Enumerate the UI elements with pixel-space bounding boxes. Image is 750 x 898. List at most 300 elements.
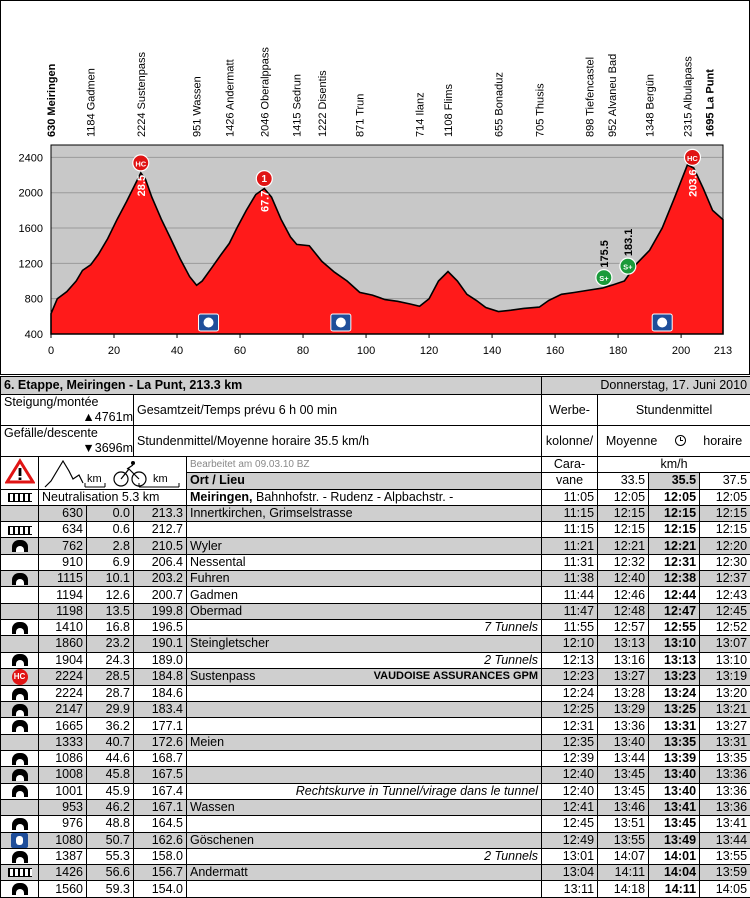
time-slow: 12:48	[598, 603, 649, 619]
place-cell	[187, 489, 542, 505]
town-label: 1415 Sedrun	[292, 74, 304, 137]
feed-zone-icon-inner	[657, 318, 667, 328]
time-mid: 13:31	[649, 718, 700, 734]
time-slow: 12:05	[598, 489, 649, 505]
km-done-cell: 48.8	[87, 816, 134, 832]
stage-title-row	[1, 377, 750, 395]
time-fast: 13:31	[700, 734, 750, 750]
climb-row	[1, 395, 750, 426]
town-label: 1426 Andermatt	[224, 59, 236, 137]
time-fast: 13:21	[700, 702, 750, 718]
altitude-cell: 1333	[39, 734, 87, 750]
place-cell	[187, 636, 542, 652]
km-done-cell: 28.7	[87, 685, 134, 701]
time-slow: 13:13	[598, 636, 649, 652]
caravan-time: 13:01	[542, 848, 598, 864]
place-detail: Bahnhofstr. - Rudenz - Alpbachstr. -	[253, 490, 454, 504]
caravan-time: 11:38	[542, 571, 598, 587]
row-icon-cell	[1, 718, 39, 734]
time-mid: 14:04	[649, 865, 700, 881]
time-mid: 13:40	[649, 783, 700, 799]
tunnel-icon	[12, 818, 28, 830]
km-remaining-cell: 167.4	[134, 783, 187, 799]
table-row	[1, 767, 750, 783]
place-cell	[187, 718, 542, 734]
werbe-3: Cara-	[542, 457, 598, 473]
row-icon-cell	[1, 603, 39, 619]
km-remaining-cell: 164.5	[134, 816, 187, 832]
time-mid: 14:01	[649, 848, 700, 864]
place-name: Göschenen	[190, 833, 254, 847]
altitude-cell: 1115	[39, 571, 87, 587]
caravan-time: 12:25	[542, 702, 598, 718]
caravan-time: 12:31	[542, 718, 598, 734]
row-icon-cell	[1, 881, 39, 897]
place-cell	[187, 652, 542, 668]
werbe-2: kolonne/	[542, 426, 598, 457]
km-done-cell: 29.9	[87, 702, 134, 718]
table-row	[1, 702, 750, 718]
speed-1: 33.5	[598, 473, 649, 489]
km-remaining-cell: 184.6	[134, 685, 187, 701]
time-mid: 12:55	[649, 619, 700, 635]
caravan-time: 12:39	[542, 751, 598, 767]
altitude-cell: 1008	[39, 767, 87, 783]
tunnel-icon	[12, 753, 28, 765]
tunnel-icon	[12, 573, 28, 585]
place-name: Nessental	[190, 555, 246, 569]
row-icon-cell	[1, 702, 39, 718]
place-name: Gadmen	[190, 588, 238, 602]
row-icon-cell	[1, 636, 39, 652]
row-icon-cell	[1, 832, 39, 848]
table-row	[1, 571, 750, 587]
km-done-cell: 2.8	[87, 538, 134, 554]
time-fast: 13:27	[700, 718, 750, 734]
place-cell	[187, 603, 542, 619]
hc-climb-icon: HC	[12, 669, 28, 685]
tunnel-icon	[12, 851, 28, 863]
row-icon-cell	[1, 554, 39, 570]
km-done-cell: 12.6	[87, 587, 134, 603]
altitude-cell: 1387	[39, 848, 87, 864]
km-done-cell: 50.7	[87, 832, 134, 848]
place-cell	[187, 751, 542, 767]
caravan-time: 12:35	[542, 734, 598, 750]
row-icon-cell	[1, 783, 39, 799]
town-label: 2046 Oberalppass	[259, 47, 271, 137]
place-name: Andermatt	[190, 865, 248, 879]
altitude-cell: 1665	[39, 718, 87, 734]
km-done-cell: 45.8	[87, 767, 134, 783]
time-mid: 12:21	[649, 538, 700, 554]
table-row	[1, 619, 750, 635]
caravan-time: 12:24	[542, 685, 598, 701]
town-label: 2224 Sustenpass	[136, 51, 148, 137]
time-mid: 13:41	[649, 799, 700, 815]
time-slow: 12:15	[598, 505, 649, 521]
km-remaining-cell: 167.5	[134, 767, 187, 783]
caravan-time: 13:11	[542, 881, 598, 897]
km-done-cell: 23.2	[87, 636, 134, 652]
time-fast: 12:37	[700, 571, 750, 587]
time-fast: 13:36	[700, 783, 750, 799]
time-fast: 13:07	[700, 636, 750, 652]
time-fast: 12:43	[700, 587, 750, 603]
y-tick-label: 1600	[19, 223, 43, 235]
stage-title: 6. Etappe, Meiringen - La Punt, 213.3 km	[1, 377, 542, 395]
time-slow: 14:18	[598, 881, 649, 897]
time-slow: 13:46	[598, 799, 649, 815]
table-row	[1, 505, 750, 521]
time-mid: 13:13	[649, 652, 700, 668]
altitude-cell: 1904	[39, 652, 87, 668]
place-cell	[187, 538, 542, 554]
table-row	[1, 587, 750, 603]
caravan-time: 12:23	[542, 668, 598, 685]
altitude-cell: 1080	[39, 832, 87, 848]
table-row	[1, 636, 750, 652]
km-done-cell: 6.9	[87, 554, 134, 570]
table-row	[1, 865, 750, 881]
km-done-cell: 28.5	[87, 668, 134, 685]
level-crossing-icon	[8, 526, 32, 535]
table-row	[1, 734, 750, 750]
row-icon-cell	[1, 522, 39, 538]
climb-marker-label: 1	[262, 174, 268, 185]
altitude-cell: 634	[39, 522, 87, 538]
place-cell	[187, 783, 542, 799]
km-done-cell: 55.3	[87, 848, 134, 864]
profile-svg	[1, 1, 750, 376]
place-name: Wyler	[190, 539, 222, 553]
town-label: 898 Tiefencastel	[585, 57, 597, 137]
climb-km-label: 67.7	[259, 191, 271, 212]
place-cell	[187, 881, 542, 897]
x-tick-label: 0	[48, 345, 54, 357]
town-label: 705 Thusis	[534, 83, 546, 137]
table-row	[1, 848, 750, 864]
speed-label: Stundenmittel/Moyenne horaire 35.5 km/h	[134, 426, 542, 457]
table-row	[1, 881, 750, 897]
km-remaining-cell: 196.5	[134, 619, 187, 635]
time-label: Gesamtzeit/Temps prévu 6 h 00 min	[134, 395, 542, 426]
town-label: 1108 Flims	[443, 84, 455, 137]
km-done-cell: 40.7	[87, 734, 134, 750]
time-slow: 14:07	[598, 848, 649, 864]
time-mid: 13:40	[649, 767, 700, 783]
time-mid: 12:15	[649, 505, 700, 521]
row-icon-cell	[1, 489, 39, 505]
tunnel-icon	[12, 540, 28, 552]
horaire-label: horaire	[703, 434, 742, 448]
time-mid: 12:38	[649, 571, 700, 587]
altitude-cell: 630	[39, 505, 87, 521]
time-fast: 12:45	[700, 603, 750, 619]
x-tick-label: 180	[609, 345, 627, 357]
x-tick-label: 200	[672, 345, 690, 357]
place-cell	[187, 702, 542, 718]
town-label: 1222 Disentis	[317, 70, 329, 137]
time-fast: 12:15	[700, 522, 750, 538]
row-icon-cell	[1, 734, 39, 750]
time-fast: 13:36	[700, 767, 750, 783]
speed-2: 35.5	[649, 473, 700, 489]
time-slow: 13:45	[598, 767, 649, 783]
km-done-cell: 13.5	[87, 603, 134, 619]
time-mid: 12:47	[649, 603, 700, 619]
altitude-cell: 1560	[39, 881, 87, 897]
time-mid: 12:05	[649, 489, 700, 505]
time-mid: 12:31	[649, 554, 700, 570]
time-fast: 12:52	[700, 619, 750, 635]
town-label: 1348 Bergün	[645, 74, 657, 137]
km-done-cell: 24.3	[87, 652, 134, 668]
werbe-4: vane	[542, 473, 598, 489]
time-slow: 12:46	[598, 587, 649, 603]
x-tick-label: 140	[483, 345, 501, 357]
table-row	[1, 538, 750, 554]
km-remaining-cell: 172.6	[134, 734, 187, 750]
time-mid: 13:25	[649, 702, 700, 718]
row-icon-cell	[1, 538, 39, 554]
descent-row	[1, 426, 750, 457]
km-remaining-cell: 183.4	[134, 702, 187, 718]
caravan-time: 11:05	[542, 489, 598, 505]
altitude-cell: 2224	[39, 668, 87, 685]
town-label: 952 Alvaneu Bad	[607, 54, 619, 137]
time-mid: 12:44	[649, 587, 700, 603]
tunnel-icon	[12, 785, 28, 797]
km-remaining-cell: 213.3	[134, 505, 187, 521]
row-note: VAUDOISE ASSURANCES GPM	[374, 669, 538, 684]
time-fast: 13:35	[700, 751, 750, 767]
town-label: 655 Bonaduz	[493, 72, 505, 137]
time-fast: 13:20	[700, 685, 750, 701]
town-label: 2315 Albulapass	[682, 56, 694, 137]
x-tick-label: 100	[357, 345, 375, 357]
place-cell	[187, 587, 542, 603]
time-mid: 12:15	[649, 522, 700, 538]
altitude-cell: 1086	[39, 751, 87, 767]
climb-km-label: 183.1	[623, 229, 635, 257]
caravan-time: 12:10	[542, 636, 598, 652]
descent-label: Gefälle/descente	[4, 426, 98, 440]
tunnel-icon	[12, 688, 28, 700]
caravan-time: 12:45	[542, 816, 598, 832]
tunnel-icon	[12, 720, 28, 732]
row-note: 2 Tunnels	[484, 849, 538, 864]
x-tick-label: 160	[546, 345, 564, 357]
town-label: 871 Trun	[355, 94, 367, 137]
time-fast: 12:15	[700, 505, 750, 521]
climb-label: Steigung/montée	[4, 395, 99, 409]
speed-3: 37.5	[700, 473, 750, 489]
time-fast: 12:05	[700, 489, 750, 505]
time-fast: 13:10	[700, 652, 750, 668]
caravan-time: 11:15	[542, 522, 598, 538]
x-tick-label: 60	[234, 345, 246, 357]
warning-icon	[1, 457, 39, 490]
stage-table	[0, 376, 750, 898]
altitude-cell: 1194	[39, 587, 87, 603]
place-name: Wassen	[190, 800, 235, 814]
km-done-cell: 0.0	[87, 505, 134, 521]
tunnel-icon	[12, 622, 28, 634]
altitude-cell: 1198	[39, 603, 87, 619]
row-icon-cell	[1, 652, 39, 668]
table-row	[1, 603, 750, 619]
place-name: Sustenpass	[190, 669, 255, 683]
altitude-cell: 1860	[39, 636, 87, 652]
km-done-cell: 36.2	[87, 718, 134, 734]
row-icon-cell	[1, 767, 39, 783]
place-name: Innertkirchen, Grimselstrasse	[190, 506, 353, 520]
werbe-1: Werbe-	[542, 395, 598, 426]
tunnel-icon	[12, 654, 28, 666]
km-remaining-cell: 154.0	[134, 881, 187, 897]
caravan-time: 12:49	[542, 832, 598, 848]
caravan-time: 12:13	[542, 652, 598, 668]
stage-table-container	[0, 376, 750, 898]
km-done-cell: 45.9	[87, 783, 134, 799]
time-fast: 12:30	[700, 554, 750, 570]
climb-marker-label: S+	[623, 263, 633, 272]
km-done-cell: 56.6	[87, 865, 134, 881]
caravan-time: 12:40	[542, 767, 598, 783]
row-icon-cell	[1, 505, 39, 521]
time-slow: 13:44	[598, 751, 649, 767]
legend-km-2: km	[153, 472, 168, 487]
place-cell	[187, 554, 542, 570]
stundenmittel-label: Stundenmittel	[598, 395, 750, 426]
km-done-cell: 10.1	[87, 571, 134, 587]
time-mid: 13:45	[649, 816, 700, 832]
km-remaining-cell: 156.7	[134, 865, 187, 881]
caravan-time: 11:31	[542, 554, 598, 570]
kmh-label: km/h	[598, 457, 750, 473]
km-done-cell: 44.6	[87, 751, 134, 767]
place-name: Fuhren	[190, 571, 230, 585]
km-remaining-cell: 210.5	[134, 538, 187, 554]
level-crossing-icon	[8, 493, 32, 502]
time-slow: 12:32	[598, 554, 649, 570]
table-row	[1, 554, 750, 570]
descent-value: ▼3696m	[82, 441, 133, 456]
y-tick-label: 400	[25, 329, 43, 341]
tunnel-icon	[12, 883, 28, 895]
place-name: Meien	[190, 735, 224, 749]
y-tick-label: 2400	[19, 152, 43, 164]
place-cell	[187, 668, 542, 685]
km-remaining-cell: 199.8	[134, 603, 187, 619]
table-row	[1, 522, 750, 538]
time-slow: 13:55	[598, 832, 649, 848]
row-note: Rechtskurve in Tunnel/virage dans le tunnel	[296, 784, 538, 799]
altitude-cell: 2224	[39, 685, 87, 701]
row-icon-cell	[1, 848, 39, 864]
km-remaining-cell: 203.2	[134, 571, 187, 587]
row-icon-cell	[1, 799, 39, 815]
km-done-cell: 16.8	[87, 619, 134, 635]
altitude-cell: 2147	[39, 702, 87, 718]
row-note: 7 Tunnels	[484, 620, 538, 635]
town-label: 1184 Gadmen	[86, 68, 98, 137]
caravan-time: 11:44	[542, 587, 598, 603]
km-remaining-cell: 190.1	[134, 636, 187, 652]
altitude-cell: 1426	[39, 865, 87, 881]
time-slow: 13:27	[598, 668, 649, 685]
stage-date: Donnerstag, 17. Juni 2010	[542, 377, 750, 395]
time-mid: 13:39	[649, 751, 700, 767]
time-fast: 13:44	[700, 832, 750, 848]
time-mid: 13:24	[649, 685, 700, 701]
table-row	[1, 751, 750, 767]
time-mid: 13:49	[649, 832, 700, 848]
tunnel-icon	[12, 769, 28, 781]
caravan-time: 11:21	[542, 538, 598, 554]
profile-legend	[39, 457, 187, 490]
neutralisation-cell: Neutralisation 5.3 km	[39, 489, 187, 505]
row-icon-cell	[1, 685, 39, 701]
time-slow: 12:57	[598, 619, 649, 635]
caravan-time: 11:55	[542, 619, 598, 635]
altitude-cell: 1410	[39, 619, 87, 635]
table-row	[1, 489, 750, 505]
altitude-cell: 976	[39, 816, 87, 832]
climb-value: ▲4761m	[82, 410, 133, 425]
climb-marker-label: S+	[599, 274, 609, 283]
climb-km-label: 203.6	[687, 169, 699, 197]
time-slow: 12:21	[598, 538, 649, 554]
tunnel-icon	[12, 704, 28, 716]
time-slow: 13:40	[598, 734, 649, 750]
time-slow: 12:15	[598, 522, 649, 538]
time-slow: 13:29	[598, 702, 649, 718]
place-cell	[187, 522, 542, 538]
caravan-time: 11:15	[542, 505, 598, 521]
km-remaining-cell: 162.6	[134, 832, 187, 848]
place-name: Obermad	[190, 604, 242, 618]
altitude-cell: 910	[39, 554, 87, 570]
time-fast: 14:05	[700, 881, 750, 897]
town-label: 630 Meiringen	[46, 63, 58, 137]
time-slow: 13:36	[598, 718, 649, 734]
table-row	[1, 718, 750, 734]
time-fast: 13:41	[700, 816, 750, 832]
table-row	[1, 816, 750, 832]
table-row	[1, 783, 750, 799]
place-cell	[187, 865, 542, 881]
caravan-time: 13:04	[542, 865, 598, 881]
x-tick-label: 80	[297, 345, 309, 357]
climb-km-label: 175.5	[599, 240, 611, 268]
time-slow: 13:45	[598, 783, 649, 799]
place-cell	[187, 816, 542, 832]
clock-icon	[675, 435, 686, 446]
place-cell	[187, 767, 542, 783]
x-end-label: 213	[714, 345, 732, 357]
km-remaining-cell: 167.1	[134, 799, 187, 815]
caravan-time: 12:41	[542, 799, 598, 815]
climb-marker-label: HC	[687, 154, 698, 163]
km-remaining-cell: 184.8	[134, 668, 187, 685]
x-tick-label: 20	[108, 345, 120, 357]
row-icon-cell	[1, 668, 39, 685]
km-done-cell: 0.6	[87, 522, 134, 538]
place-cell	[187, 832, 542, 848]
ort-header: Ort / Lieu	[187, 473, 542, 489]
